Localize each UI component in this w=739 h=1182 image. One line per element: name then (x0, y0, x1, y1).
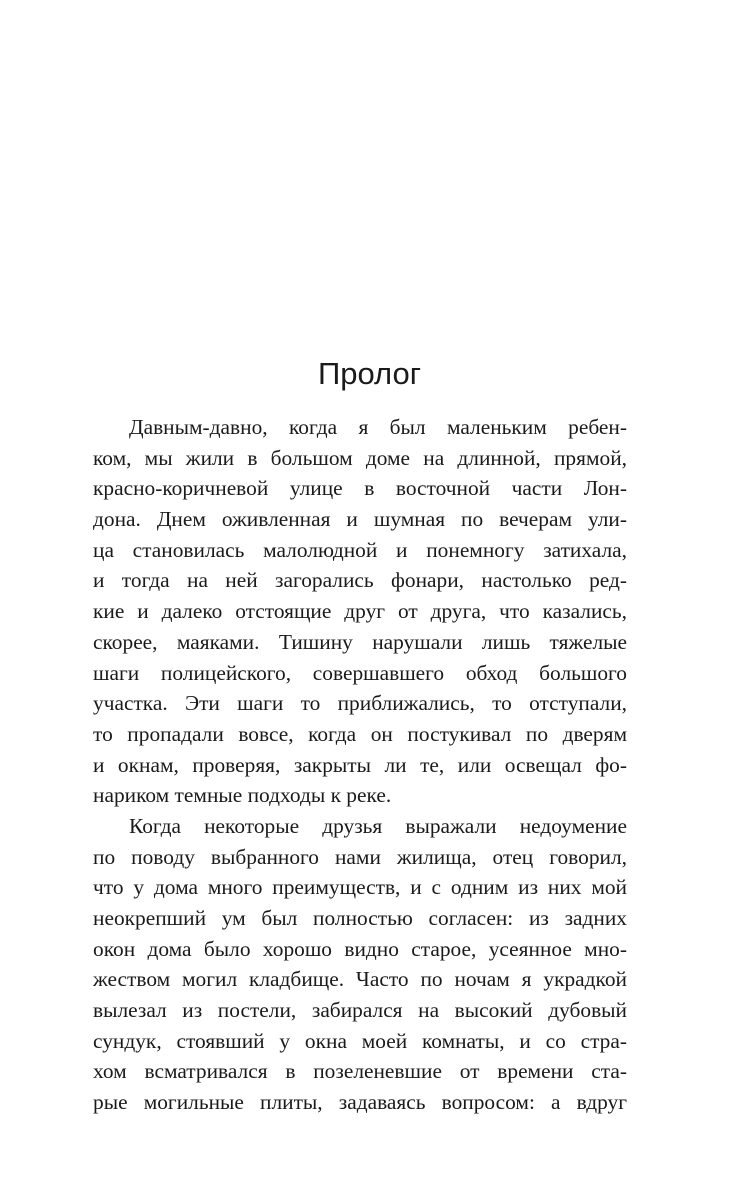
text-line: и тогда на ней загорались фонари, настолько ред- (93, 568, 627, 593)
text-line: вылезал из постели, забирался на высокий дубовый (93, 998, 627, 1023)
text-line: ком, мы жили в большом доме на длинной, прямой, (93, 445, 627, 470)
text-line: хом всматривался в позеленевшие от времени ста- (93, 1059, 627, 1084)
body-text (93, 412, 627, 1118)
paragraph (93, 811, 627, 1118)
text-line: кие и далеко отстоящие друг от друга, что казались, (93, 599, 627, 624)
text-line: ца становилась малолюдной и понемногу затихала, (93, 537, 627, 562)
text-line: сундук, стоявший у окна моей комнаты, и со стра- (93, 1028, 627, 1053)
text-line: нариком темные подходы к реке. (93, 783, 392, 808)
text-line: Давным-давно, когда я был маленьким ребен- (129, 415, 627, 439)
text-line: дона. Днем оживленная и шумная по вечерам ули- (93, 507, 627, 532)
chapter-title: Пролог (317, 356, 422, 391)
text-line: по поводу выбранного нами жилища, отец говорил, (93, 844, 627, 869)
text-line: Когда некоторые друзья выражали недоумение (129, 813, 627, 838)
text-line: шаги полицейского, совершавшего обход большого (93, 660, 627, 685)
text-line: рые могильные плиты, задаваясь вопросом: а вдруг (93, 1090, 627, 1115)
text-line: то пропадали вовсе, когда он постукивал по дверям (93, 721, 627, 746)
paragraph (93, 412, 627, 811)
text-line: неокрепший ум был полностью согласен: из задних (93, 906, 627, 930)
text-line: и окнам, проверяя, закрыты ли те, или освещал фо- (93, 752, 627, 777)
text-line: жеством могил кладбище. Часто по ночам я украдкой (93, 967, 627, 992)
text-line: окон дома было хорошо видно старое, усеянное мно- (93, 936, 627, 961)
text-line: участка. Эти шаги то приближались, то отступали, (93, 691, 627, 716)
text-line: красно-коричневой улице в восточной части Лон- (93, 476, 627, 501)
text-line: что у дома много преимуществ, и с одним из них мой (93, 875, 627, 900)
text-line: скорее, маяками. Тишину нарушали лишь тяжелые (93, 629, 627, 654)
